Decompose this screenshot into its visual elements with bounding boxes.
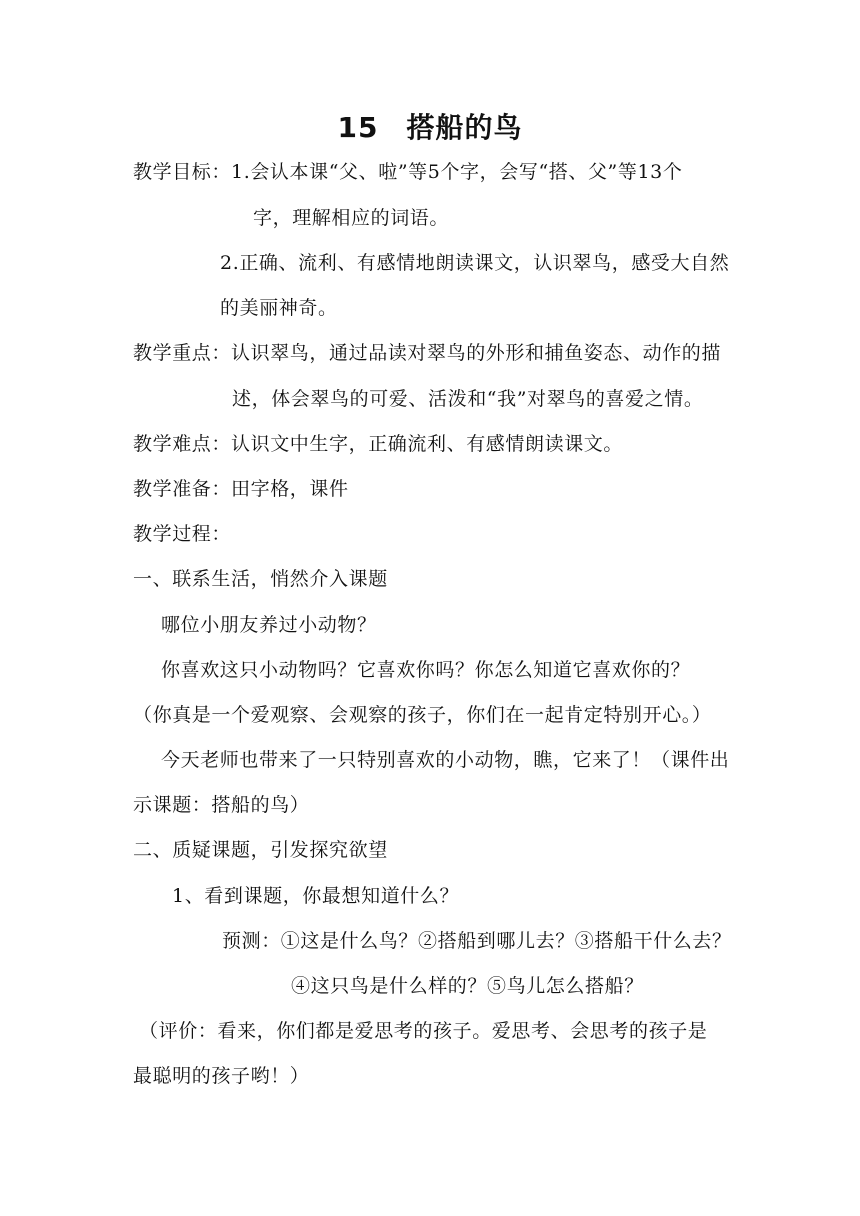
- objectives-line-2: 2.正确、流利、有感情地朗读课文，认识翠鸟，感受大自然: [220, 252, 730, 274]
- section-1-heading: 一、联系生活，悄然介入课题: [133, 568, 388, 590]
- objectives-line-1-cont: 字，理解相应的词语。: [253, 207, 450, 229]
- section-2-evaluation-cont: 最聪明的孩子哟！）: [133, 1065, 310, 1087]
- section-2-predictions: 预测：①这是什么鸟？②搭船到哪儿去？③搭船干什么去？: [222, 930, 732, 952]
- section-2-heading: 二、质疑课题，引发探究欲望: [133, 839, 388, 861]
- section-1-question-1: 哪位小朋友养过小动物？: [161, 614, 377, 636]
- section-1-intro: 今天老师也带来了一只特别喜欢的小动物，瞧，它来了！（课件出: [161, 749, 730, 771]
- section-2-question-1: 1、看到课题，你最想知道什么？: [172, 885, 460, 907]
- objectives-line-2-cont: 的美丽神奇。: [220, 297, 338, 319]
- section-2-evaluation: （评价：看来，你们都是爱思考的孩子。爱思考、会思考的孩子是: [139, 1020, 708, 1042]
- section-1-comment: （你真是一个爱观察、会观察的孩子，你们在一起肯定特别开心。）: [133, 704, 712, 726]
- lesson-title-text: 搭船的鸟: [406, 111, 523, 144]
- section-1-question-2: 你喜欢这只小动物吗？它喜欢你吗？你怎么知道它喜欢你的？: [161, 659, 691, 681]
- preparation-line: 教学准备：田字格，课件: [133, 478, 349, 500]
- lesson-title: [0, 110, 860, 146]
- difficulty-line: 教学难点：认识文中生字，正确流利、有感情朗读课文。: [133, 433, 624, 455]
- lesson-number: 15: [337, 111, 379, 144]
- section-1-intro-cont: 示课题：搭船的鸟）: [133, 794, 310, 816]
- objectives-line-1: 教学目标：1.会认本课“父、啦”等5个字，会写“搭、父”等13个: [133, 161, 683, 183]
- focus-line-cont: 述，体会翠鸟的可爱、活泼和“我”对翠鸟的喜爱之情。: [232, 388, 704, 410]
- process-heading: 教学过程：: [133, 523, 232, 545]
- focus-line: 教学重点：认识翠鸟，通过品读对翠鸟的外形和捕鱼姿态、动作的描: [133, 342, 722, 364]
- section-2-predictions-cont: ④这只鸟是什么样的？⑤鸟儿怎么搭船？: [291, 975, 644, 997]
